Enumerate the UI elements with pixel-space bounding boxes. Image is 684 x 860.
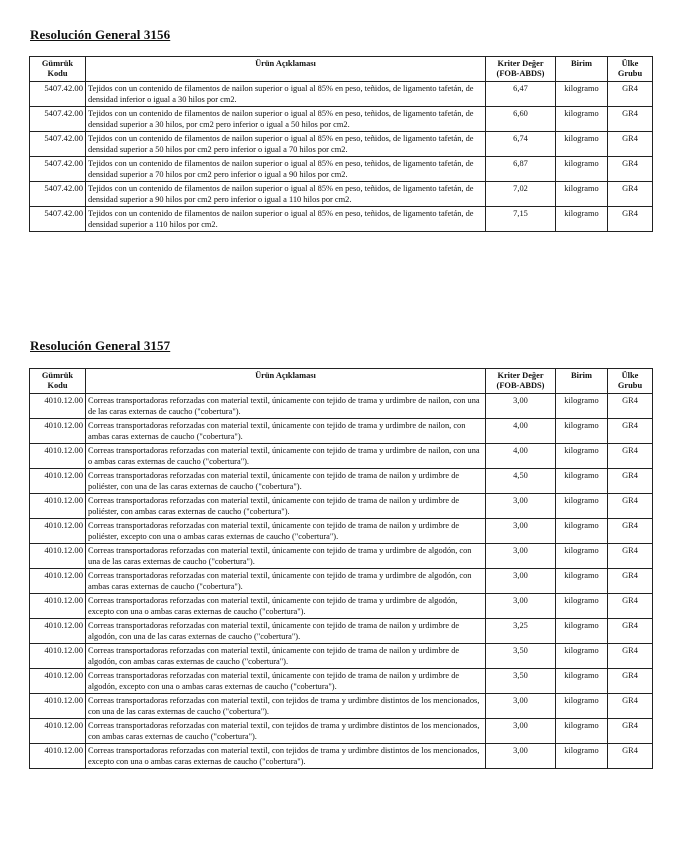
description-cell: Tejidos con un contenido de filamentos de nailon superior o igual al 85% en peso, teñidos, de ligamento tafetán, de densidad superior a 50 hilos por cm2 pero inferior o igual a 70 hilos por cm2.: [86, 132, 486, 157]
description-cell: Correas transportadoras reforzadas con material textil, únicamente con tejido de trama y urdimbre de nailon, con una de las caras externas de caucho ("cobertura").: [86, 394, 486, 419]
criteria-value-cell: 4,00: [486, 419, 556, 444]
unit-cell: kilogramo: [556, 107, 608, 132]
description-cell: Tejidos con un contenido de filamentos de nailon superior o igual al 85% en peso, teñidos, de ligamento tafetán, de densidad inferior o igual a 30 hilos por cm2.: [86, 82, 486, 107]
header-description: Ürün Açıklaması: [86, 57, 486, 82]
country-group-cell: GR4: [608, 132, 653, 157]
header-value: Kriter Değer (FOB-ABDS): [486, 57, 556, 82]
unit-cell: kilogramo: [556, 669, 608, 694]
table-body: [30, 82, 653, 232]
header-group: Ülke Grubu: [608, 57, 653, 82]
unit-cell: kilogramo: [556, 419, 608, 444]
gumruk-code-cell: 4010.12.00: [30, 544, 86, 569]
gumruk-code-cell: 4010.12.00: [30, 469, 86, 494]
criteria-value-cell: 3,00: [486, 594, 556, 619]
country-group-cell: GR4: [608, 644, 653, 669]
country-group-cell: GR4: [608, 544, 653, 569]
unit-cell: kilogramo: [556, 82, 608, 107]
criteria-value-cell: 6,74: [486, 132, 556, 157]
table-row: [30, 544, 653, 569]
gumruk-code-cell: 5407.42.00: [30, 107, 86, 132]
table-row: [30, 394, 653, 419]
country-group-cell: GR4: [608, 469, 653, 494]
description-cell: Correas transportadoras reforzadas con material textil, únicamente con tejido de trama y urdimbre de nailon, con una o ambas caras externas de caucho ("cobertura").: [86, 444, 486, 469]
country-group-cell: GR4: [608, 569, 653, 594]
gumruk-code-cell: 4010.12.00: [30, 694, 86, 719]
criteria-value-cell: 3,00: [486, 544, 556, 569]
table-row: [30, 444, 653, 469]
table-row: [30, 719, 653, 744]
gumruk-code-cell: 4010.12.00: [30, 719, 86, 744]
description-cell: Correas transportadoras reforzadas con material textil, únicamente con tejido de trama y urdimbre de algodón, con ambas caras externas de caucho ("cobertura").: [86, 569, 486, 594]
country-group-cell: GR4: [608, 82, 653, 107]
criteria-value-cell: 4,50: [486, 469, 556, 494]
country-group-cell: GR4: [608, 182, 653, 207]
table-row: [30, 207, 653, 232]
table-body: [30, 394, 653, 769]
unit-cell: kilogramo: [556, 744, 608, 769]
description-cell: Correas transportadoras reforzadas con material textil, únicamente con tejido de trama de nailon y urdimbre de algodón, con ambas caras externas de caucho ("cobertura").: [86, 644, 486, 669]
country-group-cell: GR4: [608, 619, 653, 644]
description-cell: Correas transportadoras reforzadas con material textil, únicamente con tejido de trama de nailon y urdimbre de poliéster, con ambas caras externas de caucho ("cobertura").: [86, 494, 486, 519]
criteria-value-cell: 3,50: [486, 644, 556, 669]
description-cell: Correas transportadoras reforzadas con material textil, únicamente con tejido de trama y urdimbre de algodón, excepto con una o ambas caras externas de caucho ("cobertura").: [86, 594, 486, 619]
country-group-cell: GR4: [608, 719, 653, 744]
table-row: [30, 132, 653, 157]
criteria-value-cell: 4,00: [486, 444, 556, 469]
section-1-title: Resolución General 3156: [30, 27, 171, 42]
description-cell: Tejidos con un contenido de filamentos de nailon superior o igual al 85% en peso, teñidos, de ligamento tafetán, de densidad superior a 30 hilos, por cm2 pero inferior o igual a 50 hilos por cm2.: [86, 107, 486, 132]
table-row: [30, 744, 653, 769]
header-code: Gümrük Kodu: [30, 57, 86, 82]
unit-cell: kilogramo: [556, 494, 608, 519]
criteria-value-cell: 7,15: [486, 207, 556, 232]
unit-cell: kilogramo: [556, 544, 608, 569]
gumruk-code-cell: 5407.42.00: [30, 207, 86, 232]
table-row: [30, 644, 653, 669]
table-header-row: [30, 57, 653, 82]
table-header-row: [30, 369, 653, 394]
resolution-3156-table: [29, 56, 653, 232]
criteria-value-cell: 3,00: [486, 494, 556, 519]
unit-cell: kilogramo: [556, 157, 608, 182]
description-cell: Correas transportadoras reforzadas con material textil, con tejidos de trama y urdimbre distintos de los mencionados, con ambas caras externas de caucho ("cobertura").: [86, 719, 486, 744]
country-group-cell: GR4: [608, 694, 653, 719]
criteria-value-cell: 3,00: [486, 569, 556, 594]
gumruk-code-cell: 4010.12.00: [30, 494, 86, 519]
table-row: [30, 182, 653, 207]
criteria-value-cell: 7,02: [486, 182, 556, 207]
unit-cell: kilogramo: [556, 619, 608, 644]
table-row: [30, 419, 653, 444]
criteria-value-cell: 3,00: [486, 719, 556, 744]
header-group: Ülke Grubu: [608, 369, 653, 394]
table-row: [30, 594, 653, 619]
description-cell: Tejidos con un contenido de filamentos de nailon superior o igual al 85% en peso, teñidos, de ligamento tafetán, de densidad superior a 70 hilos por cm2 pero inferior o igual a 90 hilos por cm2.: [86, 157, 486, 182]
gumruk-code-cell: 4010.12.00: [30, 669, 86, 694]
gumruk-code-cell: 5407.42.00: [30, 157, 86, 182]
description-cell: Correas transportadoras reforzadas con material textil, únicamente con tejido de trama y urdimbre de nailon, con ambas caras externas de caucho ("cobertura").: [86, 419, 486, 444]
header-unit: Birim: [556, 57, 608, 82]
table-row: [30, 494, 653, 519]
gumruk-code-cell: 4010.12.00: [30, 619, 86, 644]
description-cell: Correas transportadoras reforzadas con material textil, únicamente con tejido de trama de nailon y urdimbre de poliéster, excepto con una o ambas caras externas de caucho ("cobertura").: [86, 519, 486, 544]
description-cell: Correas transportadoras reforzadas con material textil, únicamente con tejido de trama y urdimbre de algodón, con una de las caras externas de caucho ("cobertura").: [86, 544, 486, 569]
description-cell: Correas transportadoras reforzadas con material textil, únicamente con tejido de trama de nailon y urdimbre de algodón, excepto con una o ambas caras externas de caucho ("cobertura").: [86, 669, 486, 694]
criteria-value-cell: 6,87: [486, 157, 556, 182]
gumruk-code-cell: 5407.42.00: [30, 182, 86, 207]
section-2-title: Resolución General 3157: [30, 338, 171, 353]
country-group-cell: GR4: [608, 394, 653, 419]
criteria-value-cell: 6,60: [486, 107, 556, 132]
unit-cell: kilogramo: [556, 569, 608, 594]
country-group-cell: GR4: [608, 107, 653, 132]
unit-cell: kilogramo: [556, 132, 608, 157]
unit-cell: kilogramo: [556, 644, 608, 669]
country-group-cell: GR4: [608, 157, 653, 182]
header-value: Kriter Değer (FOB-ABDS): [486, 369, 556, 394]
criteria-value-cell: 3,50: [486, 669, 556, 694]
gumruk-code-cell: 5407.42.00: [30, 132, 86, 157]
table-row: [30, 619, 653, 644]
gumruk-code-cell: 4010.12.00: [30, 419, 86, 444]
criteria-value-cell: 6,47: [486, 82, 556, 107]
table-row: [30, 569, 653, 594]
gumruk-code-cell: 4010.12.00: [30, 644, 86, 669]
gumruk-code-cell: 4010.12.00: [30, 519, 86, 544]
country-group-cell: GR4: [608, 444, 653, 469]
country-group-cell: GR4: [608, 419, 653, 444]
criteria-value-cell: 3,00: [486, 394, 556, 419]
country-group-cell: GR4: [608, 669, 653, 694]
unit-cell: kilogramo: [556, 519, 608, 544]
gumruk-code-cell: 5407.42.00: [30, 82, 86, 107]
criteria-value-cell: 3,00: [486, 694, 556, 719]
unit-cell: kilogramo: [556, 394, 608, 419]
resolution-3157-table: [29, 368, 653, 769]
table-row: [30, 669, 653, 694]
table-row: [30, 519, 653, 544]
country-group-cell: GR4: [608, 207, 653, 232]
unit-cell: kilogramo: [556, 444, 608, 469]
criteria-value-cell: 3,00: [486, 744, 556, 769]
table-row: [30, 694, 653, 719]
country-group-cell: GR4: [608, 744, 653, 769]
gumruk-code-cell: 4010.12.00: [30, 394, 86, 419]
unit-cell: kilogramo: [556, 694, 608, 719]
table-row: [30, 469, 653, 494]
description-cell: Correas transportadoras reforzadas con material textil, con tejidos de trama y urdimbre distintos de los mencionados, con una de las caras externas de caucho ("cobertura").: [86, 694, 486, 719]
header-description: Ürün Açıklaması: [86, 369, 486, 394]
description-cell: Tejidos con un contenido de filamentos de nailon superior o igual al 85% en peso, teñidos, de ligamento tafetán, de densidad superior a 110 hilos por cm2.: [86, 207, 486, 232]
description-cell: Correas transportadoras reforzadas con material textil, únicamente con tejido de trama de nailon y urdimbre de algodón, con una de las caras externas de caucho ("cobertura").: [86, 619, 486, 644]
criteria-value-cell: 3,00: [486, 519, 556, 544]
gumruk-code-cell: 4010.12.00: [30, 744, 86, 769]
gumruk-code-cell: 4010.12.00: [30, 594, 86, 619]
description-cell: Correas transportadoras reforzadas con material textil, con tejidos de trama y urdimbre distintos de los mencionados, excepto con una o ambas caras externas de caucho ("cobertura").: [86, 744, 486, 769]
unit-cell: kilogramo: [556, 469, 608, 494]
gumruk-code-cell: 4010.12.00: [30, 444, 86, 469]
table-row: [30, 157, 653, 182]
country-group-cell: GR4: [608, 519, 653, 544]
unit-cell: kilogramo: [556, 207, 608, 232]
gumruk-code-cell: 4010.12.00: [30, 569, 86, 594]
country-group-cell: GR4: [608, 494, 653, 519]
header-unit: Birim: [556, 369, 608, 394]
description-cell: Correas transportadoras reforzadas con material textil, únicamente con tejido de trama de nailon y urdimbre de poliéster, con una de las caras externas de caucho ("cobertura").: [86, 469, 486, 494]
unit-cell: kilogramo: [556, 719, 608, 744]
unit-cell: kilogramo: [556, 182, 608, 207]
country-group-cell: GR4: [608, 594, 653, 619]
unit-cell: kilogramo: [556, 594, 608, 619]
description-cell: Tejidos con un contenido de filamentos de nailon superior o igual al 85% en peso, teñidos, de ligamento tafetán, de densidad superior a 90 hilos por cm2 pero inferior o igual a 110 hilos por cm2.: [86, 182, 486, 207]
header-code: Gümrük Kodu: [30, 369, 86, 394]
table-row: [30, 82, 653, 107]
criteria-value-cell: 3,25: [486, 619, 556, 644]
table-row: [30, 107, 653, 132]
